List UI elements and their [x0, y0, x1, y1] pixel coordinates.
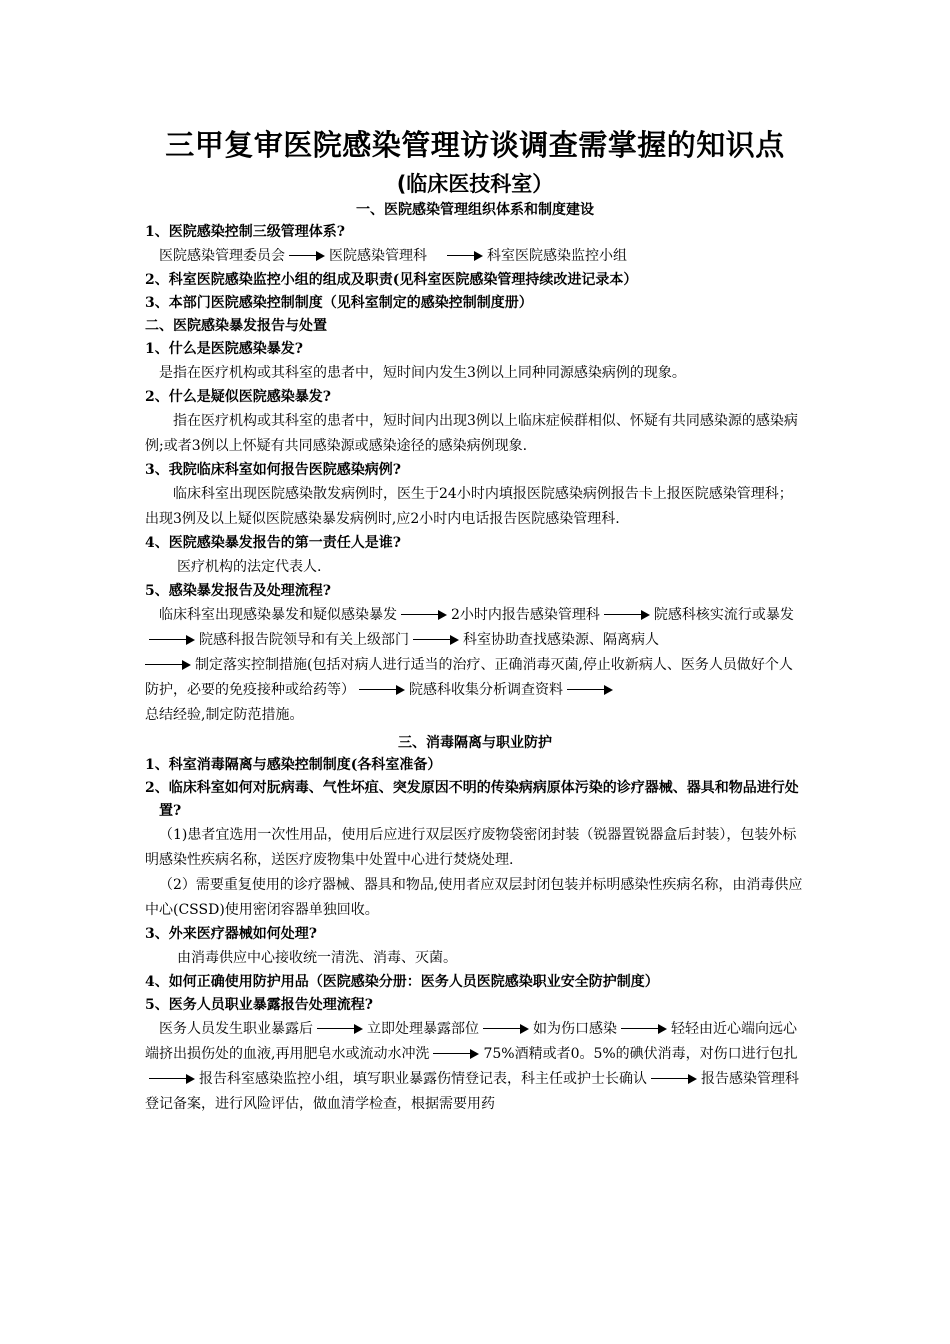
arrow-icon	[145, 660, 191, 670]
arrow-icon	[317, 1024, 363, 1034]
answer-2-3: 临床科室出现医院感染散发病例时，医生于24小时内填报医院感染病例报告卡上报医院感染管理科；出现3例及以上疑似医院感染暴发病例时,应2小时内电话报告医院感染管理科.	[145, 486, 793, 527]
question-3-4: 4、如何正确使用防护用品（医院感染分册：医务人员医院感染职业安全防护制度）	[145, 974, 659, 990]
flow-step-5: 科室协助查找感染源、隔离病人	[463, 632, 659, 648]
arrow-icon	[413, 635, 459, 645]
question-3-5: 5、医务人员职业暴露报告处理流程?	[145, 997, 373, 1013]
flow-step-1: 临床科室出现感染暴发和疑似感染暴发	[159, 607, 397, 623]
exposure-step-5: 75%酒精或者0。5%的碘伏消毒，对伤口进行包扎	[483, 1046, 798, 1062]
flow-step-6: 制定落实控制措施(包括对病人进行适当的治疗、正确消毒灭菌,停止收新病人、医务人员做好个人防护，必要的免疫接种或给药等）	[145, 657, 793, 698]
outbreak-flow	[145, 603, 805, 728]
flow-step-8: 总结经验,制定防范措施。	[145, 707, 304, 723]
document-subtitle: (临床医技科室）	[396, 172, 554, 196]
arrow-icon	[483, 1024, 529, 1034]
question-3-2: 2、临床科室如何对朊病毒、气性坏疽、突发原因不明的传染病病原体污染的诊疗器械、器具和物品进行处置?	[145, 780, 799, 819]
document-page	[145, 125, 805, 1117]
arrow-icon	[447, 251, 483, 261]
arrow-icon	[604, 610, 650, 620]
document-title: 三甲复审医院感染管理访谈调查需掌握的知识点	[165, 128, 785, 162]
arrow-icon	[149, 635, 195, 645]
question-1-3: 3、本部门医院感染控制制度（见科室制定的感染控制制度册）	[145, 295, 533, 311]
question-3-1: 1、科室消毒隔离与感染控制制度(各科室准备）	[145, 757, 442, 773]
answer-3-2a: （1)患者宜选用一次性用品，使用后应进行双层医疗废物袋密闭封装（锐器置锐器盒后封装），包装外标明感染性疾病名称，送医疗废物集中处置中心进行焚烧处理.	[145, 827, 797, 868]
org-department: 医院感染管理科	[329, 248, 427, 264]
arrow-icon	[621, 1024, 667, 1034]
question-1-2: 2、科室医院感染监控小组的组成及职责(见科室医院感染管理持续改进记录本）	[145, 272, 638, 288]
exposure-step-1: 医务人员发生职业暴露后	[159, 1021, 313, 1037]
answer-3-2b: （2）需要重复使用的诊疗器械、器具和物品,使用者应双层封闭包装并标明感染性疾病名称，由消毒供应中心(CSSD)使用密闭容器单独回收。	[145, 877, 803, 918]
question-2-1: 1、什么是医院感染暴发?	[145, 341, 303, 357]
question-1-1: 1、医院感染控制三级管理体系?	[145, 224, 345, 240]
section-heading-3: 三、消毒隔离与职业防护	[398, 735, 552, 751]
section-heading-2: 二、医院感染暴发报告与处置	[145, 318, 327, 334]
exposure-step-4: 轻轻由近心端向远心端挤出损伤处的血液,再用肥皂水或流动水冲洗	[145, 1021, 797, 1062]
exposure-step-6: 报告科室感染监控小组，填写职业暴露伤情登记表，科主任或护士长确认	[199, 1071, 647, 1087]
answer-2-2: 指在医疗机构或其科室的患者中，短时间内出现3例以上临床症候群相似、怀疑有共同感染源的感染病例;或者3例以上怀疑有共同感染源或感染途径的感染病例现象.	[145, 413, 798, 454]
question-2-2: 2、什么是疑似医院感染暴发?	[145, 389, 331, 405]
section-heading-1: 一、医院感染管理组织体系和制度建设	[356, 202, 594, 218]
question-2-4: 4、医院感染暴发报告的第一责任人是谁?	[145, 535, 401, 551]
arrow-icon	[289, 251, 325, 261]
exposure-flow	[145, 1017, 805, 1117]
answer-3-3: 由消毒供应中心接收统一清洗、消毒、灭菌。	[177, 950, 457, 966]
flow-step-2: 2小时内报告感染管理科	[451, 607, 600, 623]
question-2-3: 3、我院临床科室如何报告医院感染病例?	[145, 462, 401, 478]
org-ward-group: 科室医院感染监控小组	[487, 248, 627, 264]
exposure-step-2: 立即处理暴露部位	[367, 1021, 479, 1037]
flow-step-4: 院感科报告院领导和有关上级部门	[199, 632, 409, 648]
org-committee: 医院感染管理委员会	[159, 248, 285, 264]
arrow-icon	[651, 1074, 697, 1084]
answer-2-4: 医疗机构的法定代表人.	[177, 559, 322, 575]
arrow-icon	[359, 685, 405, 695]
org-hierarchy	[145, 244, 805, 269]
answer-2-1: 是指在医疗机构或其科室的患者中，短时间内发生3例以上同种同源感染病例的现象。	[159, 365, 686, 381]
question-2-5: 5、感染暴发报告及处理流程?	[145, 583, 331, 599]
flow-step-7: 院感科收集分析调查资料	[409, 682, 563, 698]
arrow-icon	[567, 685, 613, 695]
arrow-icon	[433, 1049, 479, 1059]
arrow-icon	[401, 610, 447, 620]
arrow-icon	[149, 1074, 195, 1084]
flow-step-3: 院感科核实流行或暴发	[653, 607, 794, 623]
question-3-3: 3、外来医疗器械如何处理?	[145, 926, 317, 942]
exposure-step-3: 如为伤口感染	[533, 1021, 617, 1037]
exposure-step-7: 报告感染管理科登记备案，进行风险评估，做血清学检查，根据需要用药	[145, 1071, 799, 1112]
